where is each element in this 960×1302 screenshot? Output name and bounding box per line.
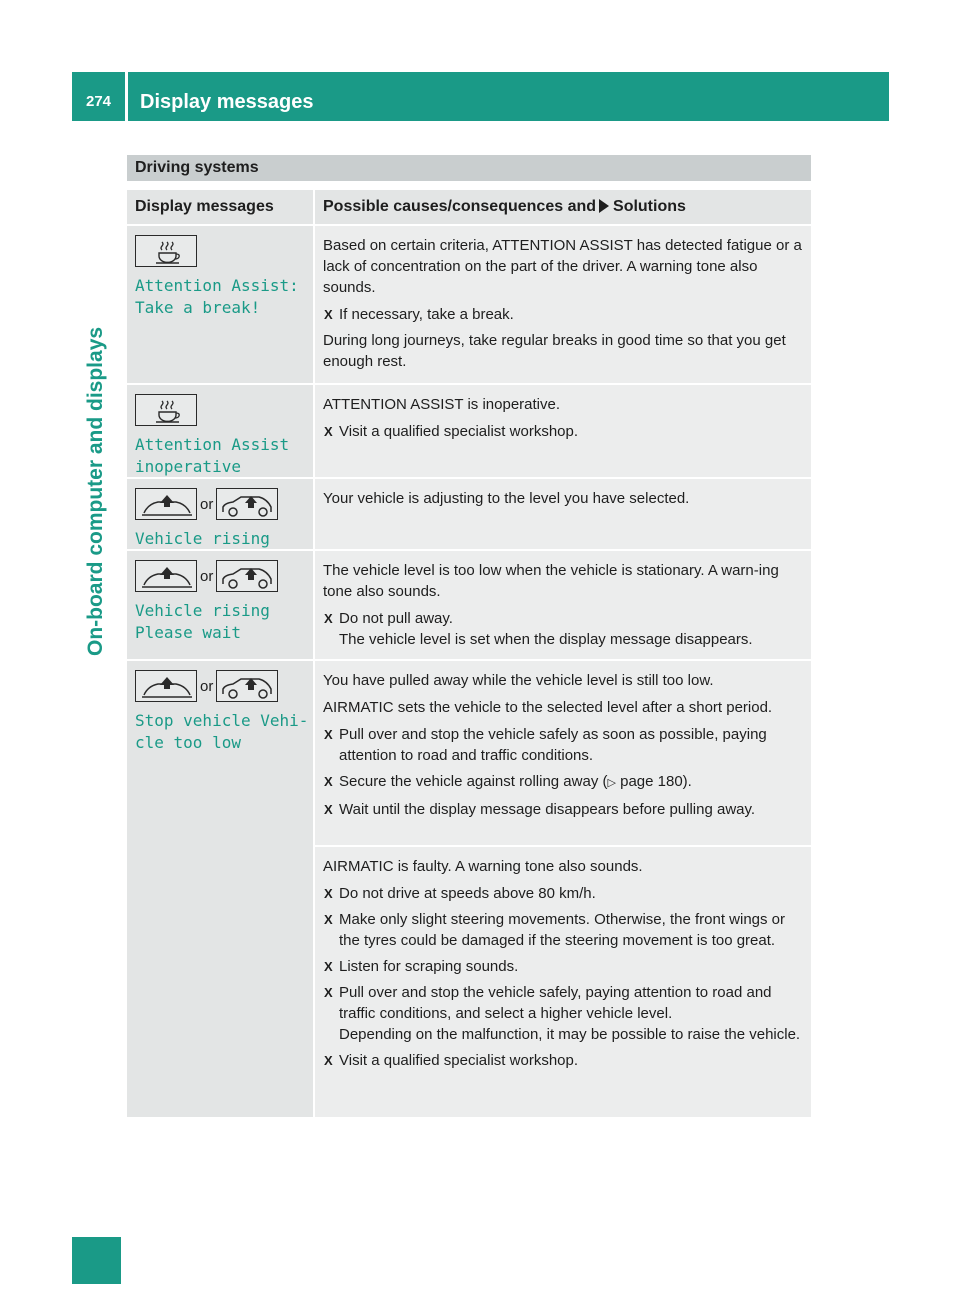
step-marker: X [324,802,333,817]
vehicle-rising-side-icon [216,670,278,702]
table-row [127,385,811,477]
solution-step-note: Depending on the malfunction, it may be possible to raise the vehicle. [339,1026,801,1043]
coffee-cup-icon [135,394,197,426]
step-marker: X [324,611,333,626]
column-header-text-solutions: Solutions [613,198,686,215]
section-title: Driving systems [135,159,259,176]
step-marker: X [324,424,333,439]
solution-step-note: The vehicle level is set when the display message disappears. [339,631,753,648]
chapter-side-tab [72,121,121,1284]
column-header-display-messages: Display messages [127,190,313,224]
messages-table [127,190,811,1117]
solution-step: X Visit a qualified specialist workshop. [324,423,579,440]
or-label: or [200,495,214,513]
page-title: Display messages [140,91,314,113]
solution-step: X Make only slight steering movements. Otherwise, the front wings or the tyres could be damaged if the steering movement is too great. [324,911,786,949]
display-message-cell [127,479,313,549]
page-header [72,72,889,121]
cause-text: Based on certain criteria, ATTENTION ASSIST has detected fatigue or a lack of concentration on the part of the driver. A warning tone also sounds. [323,237,802,296]
solution-cell [315,226,811,383]
step-marker: X [324,727,333,742]
vehicle-rising-side-icon [216,488,278,520]
display-message-cell [127,226,313,383]
step-marker: X [324,1053,333,1068]
vehicle-rising-front-icon [135,560,197,592]
vehicle-rising-side-icon [216,560,278,592]
solution-step: X Visit a qualified specialist workshop. [324,1052,579,1069]
display-message-cell [127,385,313,477]
cause-text: AIRMATIC is faulty. A warning tone also sounds. [323,858,643,875]
display-message-cell [127,661,313,1117]
arrow-right-icon [599,199,609,213]
solution-step: X Wait until the display message disappears before pulling away. [324,801,756,818]
display-message-text: Vehicle rising [135,529,270,548]
solution-step: X Secure the vehicle against rolling away (▷ page 180). [324,773,692,790]
solution-step: X Listen for scraping sounds. [324,958,519,975]
coffee-cup-icon [135,235,197,267]
solution-cell [315,847,811,1117]
display-message-text: Vehicle rising Please wait [135,601,270,642]
solution-cell [315,385,811,477]
table-row [127,551,811,659]
solution-step: X Pull over and stop the vehicle safely as soon as possible, paying attention to road and traffic conditions. [324,726,767,764]
display-message-cell [127,551,313,659]
solution-cell [315,479,811,549]
header-divider [125,72,128,121]
vehicle-rising-front-icon [135,670,197,702]
or-label: or [200,677,214,695]
cause-text: The vehicle level is too low when the vehicle is stationary. A warn-ing tone also sounds. [323,562,779,600]
vehicle-rising-front-icon [135,488,197,520]
solution-cell [315,661,811,845]
display-message-text: Attention Assist: Take a break! [135,276,299,317]
solution-cell [315,551,811,659]
step-marker: X [324,886,333,901]
table-row [127,479,811,549]
chapter-marker [72,1237,121,1284]
page-reference-icon: ▷ [607,777,616,789]
step-marker: X [324,307,333,322]
column-header-text: Possible causes/consequences and [323,198,597,215]
display-message-text: Stop vehicle Vehi‐ cle too low [135,711,309,752]
cause-text: You have pulled away while the vehicle level is still too low. [323,672,714,689]
solution-step: X If necessary, take a break. [324,306,514,323]
table-header [127,190,811,224]
note-text: During long journeys, take regular breaks in good time so that you get enough rest. [323,332,786,370]
or-label: or [200,567,214,585]
cause-text: ATTENTION ASSIST is inoperative. [323,396,561,413]
display-message-text: Attention Assist inoperative [135,435,290,476]
column-header-solutions [315,190,811,224]
chapter-label: On-board computer and displays [84,326,107,656]
page-number: 274 [85,93,112,110]
solution-step: X Do not pull away. [324,610,453,627]
table-row [127,661,811,1117]
step-marker: X [324,959,333,974]
solution-step: X Do not drive at speeds above 80 km/h. [324,885,596,902]
solution-step: X Pull over and stop the vehicle safely, paying attention to road and traffic conditions, and select a higher vehicle level. [324,984,772,1022]
step-marker: X [324,912,333,927]
table-row [127,226,811,383]
cause-text: Your vehicle is adjusting to the level you have selected. [323,490,690,507]
section-header [127,155,811,181]
cause-text: AIRMATIC sets the vehicle to the selected level after a short period. [323,699,773,716]
step-marker: X [324,774,333,789]
step-marker: X [324,985,333,1000]
